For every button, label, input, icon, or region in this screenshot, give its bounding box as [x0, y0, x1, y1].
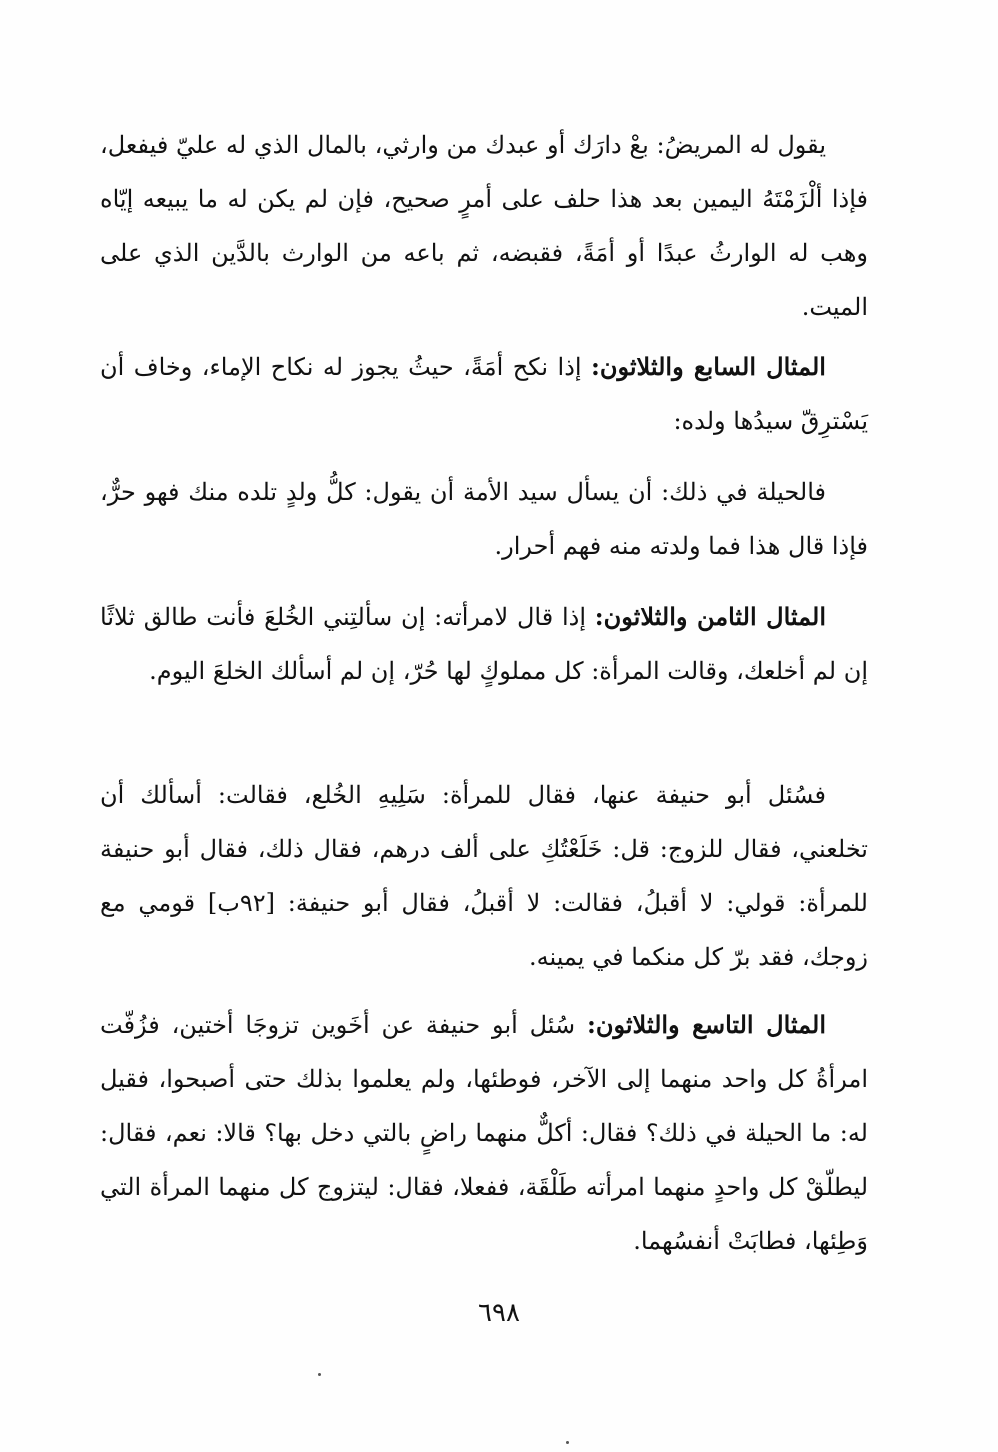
scan-speck: [566, 1441, 569, 1444]
paragraph-3: [100, 465, 868, 573]
scan-speck: [318, 1373, 321, 1376]
paragraph-6: [100, 998, 868, 1268]
paragraph-4: [100, 590, 868, 698]
example-heading: المثال السابع والثلاثون:: [590, 352, 826, 381]
paragraph-text: إذا قال لامرأته: إن سألتِني الخُلعَ فأنت طالق ثلاثًا إن لم أخلعك، وقالت المرأة: كل مملوكٍ لها حُرّ، إن لم أسألك الخلعَ اليوم.: [100, 603, 868, 685]
paragraph-5: [100, 768, 868, 984]
example-heading: المثال الثامن والثلاثون:: [594, 602, 826, 631]
example-heading: المثال التاسع والثلاثون:: [586, 1010, 826, 1039]
paragraph-text: إذا نكح أمَةً، حيثُ يجوز له نكاح الإماء، وخاف أن يَسْترِقّ سيدُها ولده:: [100, 353, 868, 435]
paragraph-text: سُئل أبو حنيفة عن أخَوين تزوجَا أختين، فزُفّت امرأةُ كل واحد منهما إلى الآخر، فوطئها، ولم يعلموا بذلك حتى أصبحوا، فقيل له: ما الحيلة في ذلك؟ فقال: أكلٌّ منهما راضٍ بالتي دخل بها؟ قالا: نعم، فقال: ليطلّقْ كل واحدٍ منهما امرأته طَلْقَة، ففعلا، فقال: ليتزوج كل منهما المرأة التي وَطِئها، فطابَتْ أنفسُهما.: [100, 1011, 868, 1255]
paragraph-2: [100, 340, 868, 448]
paragraph-text: فالحيلة في ذلك: أن يسأل سيد الأمة أن يقول: كلُّ ولدٍ تلده منك فهو حرٌّ، فإذا قال هذا فما ولدته منه فهم أحرار.: [100, 478, 868, 560]
paragraph-1: [100, 118, 868, 334]
page-number: ٦٩٨: [478, 1298, 520, 1328]
paragraph-text: فسُئل أبو حنيفة عنها، فقال للمرأة: سَلِيهِ الخُلع، فقالت: أسألك أن تخلعني، فقال للزوج: قل: خَلَعْتُكِ على ألف درهم، فقال ذلك، فقال أبو حنيفة للمرأة: قولي: لا أقبلُ، فقالت: لا أقبلُ، فقال أبو حنيفة: [٩٢ب] قومي مع زوجك، فقد برّ كل منكما في يمينه.: [100, 781, 868, 971]
paragraph-text: يقول له المريضُ: بعْ دارَك أو عبدك من وارثي، بالمال الذي له عليّ فيفعل، فإذا ألْزَمْتَهُ اليمين بعد هذا حلف على أمرٍ صحيح، فإن لم يكن له ما يبيعه إيّاه وهب له الوارثُ عبدًا أو أمَةً، فقبضه، ثم باعه من الوارث بالدَّين الذي على الميت.: [100, 131, 868, 321]
